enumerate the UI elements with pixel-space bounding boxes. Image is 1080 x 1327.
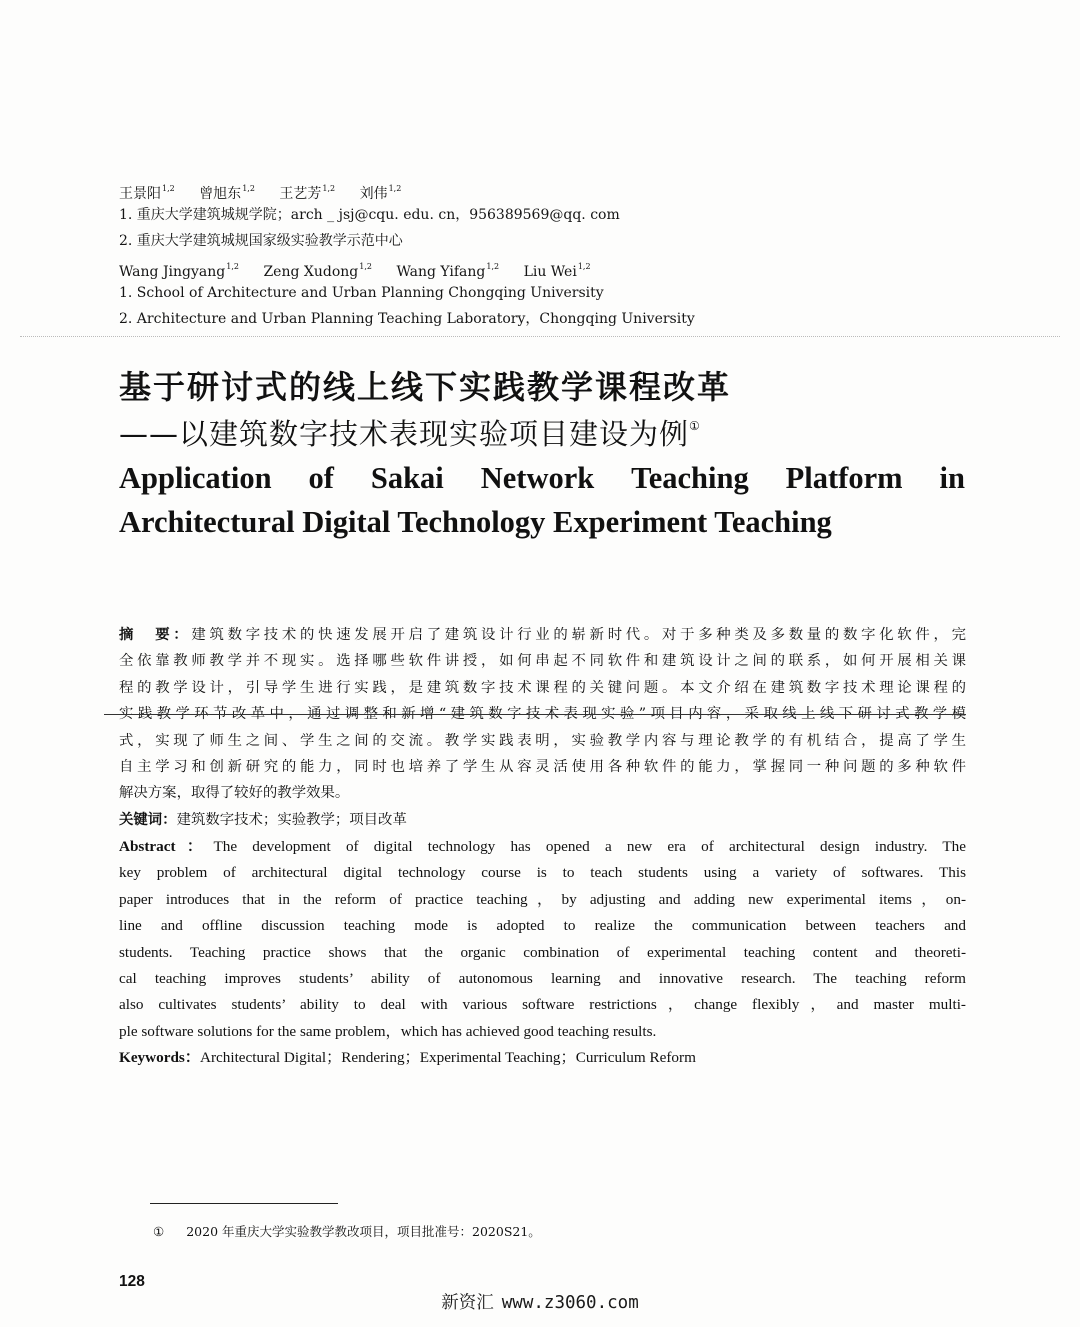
keywords-en: [119, 1047, 696, 1069]
abstract-zh-line: 式，实现了师生之间、学生之间的交流。教学实践表明，实验教学内容与理论教学的有机结合，提高了学生: [119, 732, 966, 749]
affiliation-mark: 1,2: [226, 262, 239, 271]
affiliation-mark: 1,2: [162, 184, 175, 193]
abstract-en-line: also cultivates students’ ability to deal with various software restrictions，change flexibly，and master multi-: [119, 996, 966, 1014]
author-name: Wang Jingyang: [119, 264, 226, 280]
affiliation-mark: 1,2: [486, 262, 500, 271]
abstract-en: [119, 834, 966, 1045]
footnote-ref-mark: ①: [689, 419, 701, 433]
affiliation-zh-1: 1. 重庆大学建筑城规学院；arch _ jsj@cqu. edu. cn，956389569@qq. com: [119, 207, 620, 223]
author-name: 王艺芳: [279, 186, 322, 202]
keywords-en-label: Keywords：: [119, 1049, 200, 1066]
subtitle-zh: [119, 412, 701, 453]
affiliation-mark: 1,2: [242, 184, 255, 193]
abstract-zh-label: 摘 要：: [119, 626, 192, 643]
abstract-zh-line: 解决方案，取得了较好的教学效果。: [119, 785, 350, 802]
scan-dotted-divider: [20, 336, 1060, 337]
footnote-divider: [150, 1203, 338, 1204]
subtitle-zh-text: ——以建筑数字技术表现实验项目建设为例: [119, 417, 690, 451]
author-name: Liu Wei: [523, 264, 577, 280]
title-word: Application: [119, 461, 272, 495]
affiliation-en-2: 2. Architecture and Urban Planning Teaching Laboratory，Chongqing University: [119, 311, 695, 327]
abstract-en-line: ple software solutions for the same problem，which has achieved good teaching results.: [119, 1022, 657, 1040]
author-name: Zeng Xudong: [263, 264, 359, 280]
watermark-brand: 新资汇: [441, 1293, 494, 1313]
keywords-zh-label: 关键词：: [119, 812, 177, 828]
keywords-zh-text: 建筑数字技术；实验教学；项目改革: [176, 812, 407, 828]
title-en-line-1: [119, 456, 965, 500]
keywords-zh: [119, 809, 407, 831]
footnote-marker: ①: [153, 1224, 165, 1239]
title-word: Teaching: [631, 461, 749, 495]
author-name: 王景阳: [119, 186, 161, 202]
title-zh: 基于研讨式的线上线下实践教学课程改革: [119, 368, 732, 406]
author-name: Wang Yifang: [396, 264, 486, 280]
title-word: Network: [480, 461, 595, 495]
abstract-zh-line: 摘 要：建筑数字技术的快速发展开启了建筑设计行业的崭新时代。对于多种类及多数量的数字化软件，完: [119, 626, 966, 643]
title-word: Platform: [785, 461, 903, 495]
footnote-text: 2020 年重庆大学实验教学教改项目，项目批准号：2020S21。: [186, 1224, 541, 1239]
authors-zh: [119, 176, 695, 202]
title-word: of: [308, 461, 334, 495]
title-word: Sakai: [370, 461, 444, 495]
authors-en: [119, 254, 695, 280]
abstract-en-line: line and offline discussion teaching mode is adopted to realize the communication between teachers and: [119, 917, 966, 935]
affiliation-zh-2: 2. 重庆大学建筑城规国家级实验教学示范中心: [119, 233, 403, 249]
abstract-en-line: paper introduces that in the reform of practice teaching，by adjusting and adding new experimental items，on-: [119, 890, 966, 908]
keywords-en-text: Architectural Digital；Rendering；Experimental Teaching；Curriculum Reform: [200, 1049, 696, 1066]
affiliation-mark: 1,2: [322, 184, 336, 193]
affiliation-en-1: 1. School of Architecture and Urban Planning Chongqing University: [119, 285, 604, 301]
author-name: 曾旭东: [199, 186, 242, 202]
abstract-zh-line: 实践教学环节改革中，通过调整和新增“建筑数字技术表现实验”项目内容，采取线上线下研讨式教学模: [119, 706, 966, 723]
abstract-zh-line: 程的教学设计，引导学生进行实践，是建筑数字技术课程的关键问题。本文介绍在建筑数字技术理论课程的: [119, 679, 966, 696]
abstract-en-label: Abstract：: [119, 838, 214, 855]
title-word: in: [939, 461, 965, 495]
watermark-site: www.z3060.com: [501, 1293, 639, 1313]
abstract-en-line: students. Teaching practice shows that the organic combination of experimental teaching content and theoreti-: [119, 943, 966, 961]
title-en: [119, 456, 965, 544]
title-en-line-2: Architectural Digital Technology Experiment Teaching: [119, 505, 832, 539]
author-name: 刘伟: [359, 186, 388, 202]
watermark: [0, 1289, 1080, 1314]
affiliation-mark: 1,2: [388, 184, 402, 193]
affiliation-mark: 1,2: [359, 262, 372, 271]
abstract-en-line: key problem of architectural digital technology course is to teach students using a variety of softwares. This: [119, 864, 966, 882]
abstract-en-line: Abstract：The development of digital technology has opened a new era of architectural design industry. The: [119, 838, 966, 855]
footnote: [153, 1222, 541, 1240]
abstract-zh-line: 全依靠教师教学并不现实。选择哪些软件讲授，如何串起不同软件和建筑设计之间的联系，如何开展相关课: [119, 653, 966, 670]
author-block: [119, 176, 695, 332]
affiliation-mark: 1,2: [577, 262, 591, 271]
page-number: 128: [119, 1273, 145, 1290]
scan-horizontal-rule: [104, 714, 966, 715]
abstract-zh-line: 自主学习和创新研究的能力，同时也培养了学生从容灵活使用各种软件的能力，掌握同一种问题的多种软件: [119, 758, 966, 775]
abstract-en-line: cal teaching improves students’ ability of autonomous learning and innovative research. The teaching reform: [119, 969, 966, 987]
